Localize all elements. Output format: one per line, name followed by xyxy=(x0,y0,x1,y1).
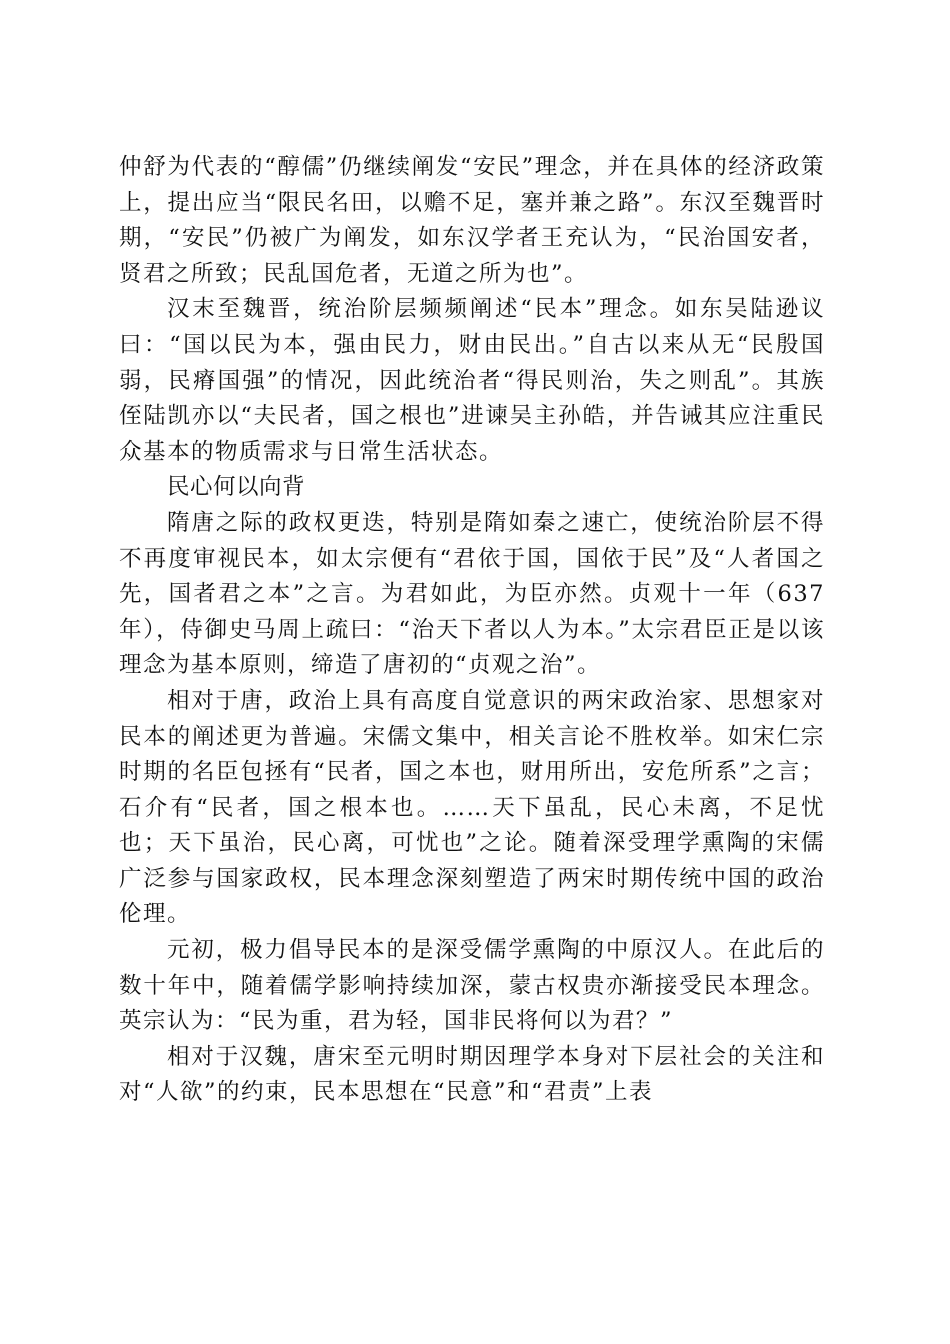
paragraph-song: 相对于唐，政治上具有高度自觉意识的两宋政治家、思想家对民本的阐述更为普遍。宋儒文集中，相关言论不胜枚举。如宋仁宗时期的名臣包拯有“民者，国之本也，财用所出，安危所系”之言；石介有“民者，国之根本也。……天下虽乱，民心未离，不足忧也；天下虽治，民心离，可忧也”之论。随着深受理学熏陶的宋儒广泛参与国家政权，民本理念深刻塑造了两宋时期传统中国的政治伦理。 xyxy=(119,687,825,928)
paragraph-yuan: 元初，极力倡导民本的是深受儒学熏陶的中原汉人。在此后的数十年中，随着儒学影响持续加深，蒙古权贵亦渐接受民本理念。英宗认为：“民为重，君为轻，国非民将何以为君？” xyxy=(119,937,825,1035)
paragraph-continued: 仲舒为代表的“醇儒”仍继续阐发“安民”理念，并在具体的经济政策上，提出应当“限民名田，以赡不足，塞并兼之路”。东汉至魏晋时期，“安民”仍被广为阐发，如东汉学者王充认为，“民治国安者，贤君之所致；民乱国危者，无道之所为也”。 xyxy=(119,154,825,287)
paragraph-tang-song-yuan-ming: 相对于汉魏，唐宋至元明时期因理学本身对下层社会的关注和对“人欲”的约束，民本思想在“民意”和“君责”上表 xyxy=(119,1043,825,1106)
paragraph-han-wei-minben: 汉末至魏晋，统治阶层频频阐述“民本”理念。如东吴陆逊议曰：“国以民为本，强由民力，财由民出。”自古以来从无“民殷国弱，民瘠国强”的情况，因此统治者“得民则治，失之则乱”。其族侄陆凯亦以“夫民者，国之根也”进谏吴主孙皓，并告诫其应注重民众基本的物质需求与日常生活状态。 xyxy=(119,296,825,465)
section-heading: 民心何以向背 xyxy=(167,474,306,501)
paragraph-sui-tang: 隋唐之际的政权更迭，特别是隋如秦之速亡，使统治阶层不得不再度审视民本，如太宗便有“君依于国，国依于民”及“人者国之先，国者君之本”之言。为君如此，为臣亦然。贞观十一年（637年），侍御史马周上疏曰：“治天下者以人为本。”太宗君臣正是以该理念为基本原则，缔造了唐初的“贞观之治”。 xyxy=(119,509,825,679)
body-text xyxy=(119,150,825,1111)
